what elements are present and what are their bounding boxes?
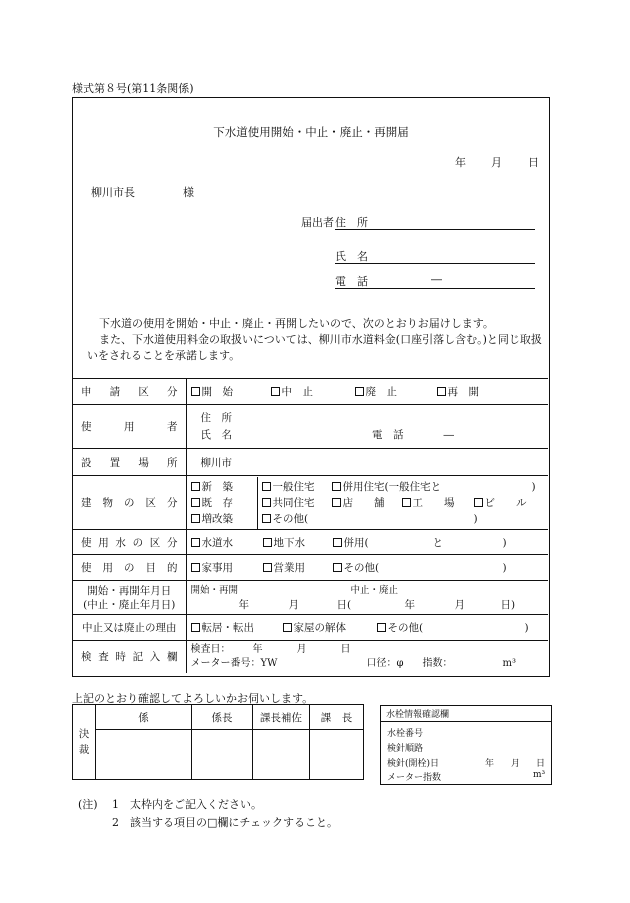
location-value[interactable]: 柳川市 [186, 449, 548, 476]
approval-table [72, 704, 364, 780]
checkbox-icon[interactable] [271, 387, 280, 396]
stop-month: 月 [454, 598, 465, 611]
row-inspection [73, 641, 548, 673]
water-type-close: ) [502, 536, 507, 549]
approval-col-staff: 係 [96, 705, 192, 730]
building-options [186, 476, 548, 530]
checkbox-icon[interactable] [263, 563, 272, 572]
hydrant-day: 日 [536, 759, 546, 769]
water-type-label: 使 用 水 の 区 分 [73, 530, 186, 555]
option-suspend[interactable]: 中 止 [271, 384, 355, 399]
meter-reading-unit: m³ [533, 770, 546, 780]
reading-date-label: 検針(開栓)日 [387, 759, 440, 769]
approval-col-manager: 課 長 [310, 705, 364, 730]
purpose-options [186, 555, 548, 581]
checkbox-icon[interactable] [263, 538, 272, 547]
addressee [91, 184, 194, 200]
inspection-date-label: 検査日： [190, 643, 231, 655]
applicant-phone-sep: ― [431, 273, 442, 286]
option-tap-water[interactable]: 水道水 [191, 535, 263, 550]
option-demolition[interactable]: 家屋の解体 [283, 620, 377, 635]
hydrant-number-label: 水栓番号 [387, 729, 424, 739]
checkbox-icon[interactable] [191, 498, 200, 507]
water-type-mid: と [432, 536, 443, 549]
checkbox-icon[interactable] [402, 498, 411, 507]
row-dates [73, 581, 548, 615]
inspection-month: 月 [296, 643, 307, 655]
option-factory[interactable]: 工 場 [402, 495, 474, 511]
building-label: 建 物 の 区 分 [73, 476, 186, 530]
approval-side-label: 決裁 [73, 705, 96, 780]
applicant-phone-field[interactable] [335, 273, 535, 289]
option-other-building[interactable]: その他( [262, 511, 474, 527]
checkbox-icon[interactable] [191, 563, 200, 572]
stop-label: 中止・廃止 [350, 584, 399, 596]
checkbox-icon[interactable] [377, 623, 386, 632]
checkbox-icon[interactable] [437, 387, 446, 396]
checkbox-icon[interactable] [191, 538, 200, 547]
applicant-label: 届出者 [301, 216, 334, 229]
applicant-name-label: 氏 名 [335, 250, 368, 263]
option-combined[interactable]: 併用( [333, 535, 433, 550]
location-label: 設 置 場 所 [73, 449, 186, 476]
purpose-label: 使 用 の 目 的 [73, 555, 186, 581]
hydrant-month: 月 [511, 759, 521, 769]
reading-label: 指数： [422, 657, 453, 669]
checkbox-icon[interactable] [283, 623, 292, 632]
checkbox-icon[interactable] [332, 498, 341, 507]
caliber-label: 口径：φ [366, 657, 404, 669]
meter-reading-label: メーター指数 [387, 773, 442, 783]
row-building [73, 476, 548, 530]
meter-number-label: メーター番号：YW [190, 657, 278, 669]
option-start[interactable]: 開 始 [191, 384, 271, 399]
checkbox-icon[interactable] [332, 482, 341, 491]
note-2: 2 該当する項目の□欄にチェックすること。 [112, 816, 339, 829]
user-name-phone [201, 427, 545, 444]
checkbox-icon[interactable] [474, 498, 483, 507]
option-groundwater[interactable]: 地下水 [263, 535, 333, 550]
user-fields[interactable] [186, 405, 548, 449]
hydrant-year: 年 [485, 759, 495, 769]
note-1: 1 太枠内をご記入ください。 [112, 798, 262, 811]
mixed-house-close: ) [531, 480, 536, 493]
option-household[interactable]: 家事用 [191, 560, 263, 575]
inspection-day: 日 [340, 643, 351, 655]
checkbox-icon[interactable] [191, 482, 200, 491]
checkbox-icon[interactable] [355, 387, 364, 396]
applicant-name-field[interactable] [335, 248, 535, 264]
reading-unit: m³ [502, 657, 516, 669]
user-phone-sep: ― [443, 428, 454, 441]
intro-line-2: また、下水道使用料金の取扱いについては、柳川市水道料金(口座引落し含む。)と同じ取扱いをされることを承諾します。 [87, 333, 542, 362]
approval-stamp-deputy[interactable] [253, 730, 310, 780]
checkbox-icon[interactable] [191, 514, 200, 523]
application-type-label: 申 請 区 分 [73, 379, 186, 405]
option-extension[interactable]: 増改築 [191, 511, 253, 527]
option-resume[interactable]: 再 開 [437, 384, 480, 399]
option-building[interactable]: ビ ル [474, 495, 527, 511]
approval-stamp-manager[interactable] [310, 730, 364, 780]
option-general-house[interactable]: 一般住宅 [262, 479, 332, 495]
checkbox-icon[interactable] [191, 387, 200, 396]
approval-stamp-chief[interactable] [192, 730, 253, 780]
option-new[interactable]: 新 築 [191, 479, 253, 495]
checkbox-icon[interactable] [262, 514, 271, 523]
reason-close: ) [524, 622, 529, 634]
start-label: 開始・再開 [190, 584, 239, 596]
row-water-type [73, 530, 548, 555]
confirm-text: 上記のとおり確認してよろしいかお伺いします。 [72, 692, 314, 705]
user-label: 使 用 者 [73, 405, 186, 449]
inspection-label: 検 査 時 記 入 欄 [73, 641, 186, 673]
notes-prefix: (注) [78, 798, 98, 811]
checkbox-icon[interactable] [191, 623, 200, 632]
hydrant-info-header: 水栓情報確認欄 [381, 706, 551, 722]
other-building-close: ) [473, 512, 478, 525]
dates-fields[interactable] [186, 581, 548, 615]
dates-label-stop: (中止・廃止年月日) [83, 598, 176, 611]
stop-year: 年 [404, 598, 415, 611]
option-apartment[interactable]: 共同住宅 [262, 495, 332, 511]
date-month: 月 [491, 156, 502, 169]
dates-label-start: 開始・再開年月日 [87, 584, 172, 597]
date-day: 日 [528, 156, 539, 169]
stop-day: 日) [500, 598, 516, 611]
addressee-honorific: 様 [183, 186, 194, 199]
row-application-type [73, 379, 548, 405]
addressee-name: 柳川市長 [91, 186, 135, 199]
option-other-purpose[interactable]: その他( [333, 560, 503, 575]
purpose-close: ) [502, 562, 507, 574]
reason-label: 中止又は廃止の理由 [73, 615, 186, 641]
applicant-phone-label: 電 話 [335, 275, 368, 288]
dates-label [73, 581, 186, 615]
option-mixed-house[interactable]: 併用住宅(一般住宅と [332, 479, 532, 495]
option-business[interactable]: 営業用 [263, 560, 333, 575]
approval-col-deputy: 課長補佐 [253, 705, 310, 730]
row-user [73, 405, 548, 449]
option-abolish[interactable]: 廃 止 [355, 384, 437, 399]
row-reason [73, 615, 548, 641]
user-name-label: 氏 名 [200, 428, 232, 441]
application-type-options [186, 379, 548, 405]
start-month: 月 [288, 598, 299, 611]
start-year: 年 [238, 598, 249, 611]
checkbox-icon[interactable] [333, 538, 342, 547]
building-right-options [258, 477, 549, 529]
inspection-year: 年 [252, 643, 263, 655]
approval-stamp-staff[interactable] [96, 730, 192, 780]
applicant-address-label: 住 所 [335, 216, 368, 229]
intro-text [87, 316, 545, 364]
option-existing[interactable]: 既 存 [191, 495, 253, 511]
approval-col-chief: 係長 [192, 705, 253, 730]
start-day: 日( [336, 598, 352, 611]
form-number-label: 様式第８号(第11条関係) [72, 82, 194, 95]
building-left-options [187, 477, 258, 529]
reading-route-label: 検針順路 [387, 744, 424, 754]
user-phone-label: 電 話 [372, 428, 404, 441]
checkbox-icon[interactable] [333, 563, 342, 572]
checkbox-icon[interactable] [262, 498, 271, 507]
row-location [73, 449, 548, 476]
intro-line-1: 下水道の使用を開始・中止・廃止・再開したいので、次のとおりお届けします。 [99, 317, 494, 330]
application-table [73, 378, 548, 673]
option-move[interactable]: 転居・転出 [191, 620, 283, 635]
checkbox-icon[interactable] [262, 482, 271, 491]
user-address-label: 住 所 [200, 411, 232, 424]
water-type-options [186, 530, 548, 555]
option-other-reason[interactable]: その他( [377, 620, 525, 635]
hydrant-info-box [380, 705, 552, 785]
form-title: 下水道使用開始・中止・廃止・再開届 [213, 125, 409, 139]
form-frame [72, 97, 550, 677]
date-year: 年 [455, 156, 466, 169]
reason-options [186, 615, 548, 641]
option-shop[interactable]: 店 舗 [332, 495, 402, 511]
inspection-fields[interactable] [186, 641, 548, 673]
row-purpose [73, 555, 548, 581]
applicant-address-field[interactable] [335, 214, 535, 230]
